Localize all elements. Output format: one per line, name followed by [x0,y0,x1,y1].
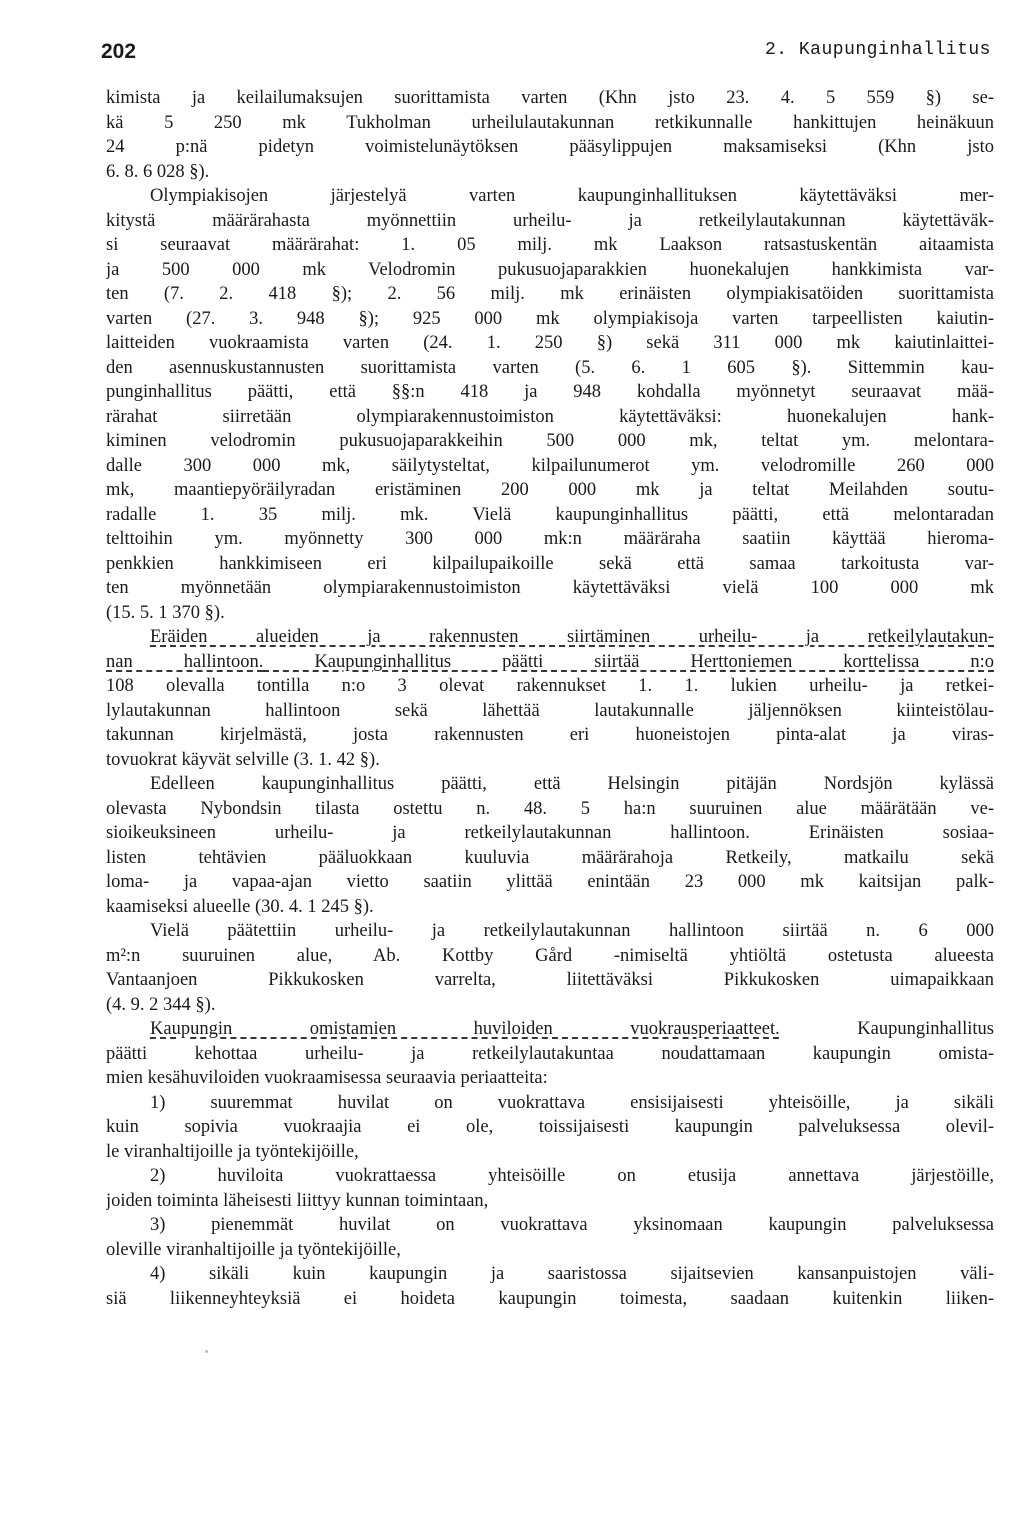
text-line: oleville viranhaltijoille ja työntekijöille, [106,1239,401,1260]
text-line: laitteiden vuokraamista varten (24. 1. 250 §) sekä 311 000 mk kaiutinlaittei- [106,333,994,353]
text-line: listen tehtävien pääluokkaan kuuluvia määrärahoja Retkeily, matkailu sekä [106,847,994,868]
text-line: kiminen velodromin pukusuojaparakkeihin 500 000 mk, teltat ym. melontara- [106,431,994,451]
text-line: loma- ja vapaa-ajan vietto saatiin ylittää enintään 23 000 mk kaitsijan palk- [106,872,994,892]
text-line: mk, maantiepyöräilyradan eristäminen 200 000 mk ja teltat Meilahden soutu- [106,480,994,500]
text-line: sioikeuksineen urheilu- ja retkeilylautakunnan hallintoon. Erinäisten sosiaa- [106,823,994,843]
text-line: penkkien hankkimiseen eri kilpailupaikoille sekä että samaa tarkoitusta var- [106,553,994,574]
text-line: Vielä päätettiin urheilu- ja retkeilylautakunnan hallintoon siirtää n. 6 000 [150,921,994,941]
list-item-line: 2) huviloita vuokrattaessa yhteisöille on etusija annettava järjestöille, [150,1166,994,1186]
text-line: tovuokrat käyvät selville (3. 1. 42 §). [106,749,380,770]
text-line: päätti kehottaa urheilu- ja retkeilylautakuntaa noudattamaan kaupungin omista- [106,1043,994,1064]
text-line: m²:n suuruinen alue, Ab. Kottby Gård -nimiseltä yhtiöltä ostetusta alueesta [106,945,994,966]
text-line: ja 500 000 mk Velodromin pukusuojaparakkien huonekalujen hankkimista var- [106,259,994,280]
text-line: Edelleen kaupunginhallitus päätti, että Helsingin pitäjän Nordsjön kylässä [150,774,994,794]
page-number: 202 [101,40,137,63]
text-line: kitystä määrärahasta myönnettiin urheilu- ja retkeilylautakunnan käytettäväk- [106,210,994,231]
text-line: punginhallitus päätti, että §§:n 418 ja 948 kohdalla myönnetyt seuraavat mää- [106,382,994,402]
list-item-line: 1) suuremmat huvilat on vuokrattava ensisijaisesti yhteisöille, ja sikäli [150,1092,994,1113]
section-heading-line [106,625,994,650]
text-line: 24 p:nä pidetyn voimistelunäytöksen pääsylippujen maksamiseksi (Khn jsto [106,137,994,157]
page-header [101,40,991,70]
text-line [106,1017,994,1042]
text-span: Kaupunginhallitus [779,1019,994,1039]
text-line: ten myönnetään olympiarakennustoimiston käytettäväksi vielä 100 000 mk [106,578,994,598]
section-heading: Kaupungin omistamien huviloiden vuokrausperiaatteet. [150,1019,780,1039]
text-line: si seuraavat määrärahat: 1. 05 milj. mk Laakson ratsastuskentän aitaamista [106,235,994,255]
text-line: dalle 300 000 mk, säilytysteltat, kilpailunumerot ym. velodromille 260 000 [106,455,994,476]
text-line: le viranhaltijoille ja työntekijöille, [106,1141,359,1162]
text-line: kaamiseksi alueelle (30. 4. 1 245 §). [106,896,374,917]
text-line: mien kesähuviloiden vuokraamisessa seuraavia periaatteita: [106,1068,548,1088]
text-line: ten (7. 2. 418 §); 2. 56 milj. mk erinäisten olympiakisatöiden suorittamista [106,284,994,304]
body-text [106,86,994,1311]
text-line: siä liikenneyhteyksiä ei hoideta kaupungin toimesta, saadaan kuitenkin liiken- [106,1288,994,1309]
running-head: 2. Kaupunginhallitus [764,40,991,60]
text-line: 108 olevalla tontilla n:o 3 olevat rakennukset 1. 1. lukien urheilu- ja retkei- [106,676,994,696]
text-line: kuin sopivia vuokraajia ei ole, toissijaisesti kaupungin palveluksessa olevil- [106,1117,994,1137]
text-line: takunnan kirjelmästä, josta rakennusten eri huoneistojen pinta-alat ja viras- [106,725,994,745]
scan-speck [205,1350,208,1353]
text-line: 6. 8. 6 028 §). [106,161,210,182]
text-line: lylautakunnan hallintoon sekä lähettää lautakunnalle jäljennöksen kiinteistölau- [106,700,994,721]
text-line: radalle 1. 35 milj. mk. Vielä kaupunginhallitus päätti, että melontaradan [106,504,994,525]
text-span: Kaupunginhallitus päätti siirtää Herttoniemen korttelissa n:o [263,651,994,672]
text-line: den asennuskustannusten suorittamista varten (5. 6. 1 605 §). Sittemmin kau- [106,357,994,378]
text-line: olevasta Nybondsin tilasta ostettu n. 48. 5 ha:n suuruinen alue määrätään ve- [106,798,994,819]
text-line: kimista ja keilailumaksujen suorittamista varten (Khn jsto 23. 4. 5 559 §) se- [106,88,994,108]
section-heading: Eräiden alueiden ja rakennusten siirtäminen urheilu- ja retkeilylautakun- [150,627,994,647]
text-line: (15. 5. 1 370 §). [106,602,225,623]
text-line: varten (27. 3. 948 §); 925 000 mk olympiakisoja varten tarpeellisten kaiutin- [106,308,994,329]
text-line: kä 5 250 mk Tukholman urheilulautakunnan retkikunnalle hankittujen heinäkuun [106,112,994,133]
text-line: Olympiakisojen järjestelyä varten kaupunginhallituksen käytettäväksi mer- [150,186,994,206]
text-line: rärahat siirretään olympiarakennustoimiston käytettäväksi: huonekalujen hank- [106,406,994,427]
text-line: joiden toiminta läheisesti liittyy kunnan toimintaan, [106,1190,489,1211]
list-item-line: 4) sikäli kuin kaupungin ja saaristossa sijaitsevien kansanpuistojen väli- [150,1264,994,1284]
text-line: Vantaanjoen Pikkukosken varrelta, liitettäväksi Pikkukosken uimapaikkaan [106,970,994,990]
list-item-line: 3) pienemmät huvilat on vuokrattava yksinomaan kaupungin palveluksessa [150,1215,994,1235]
text-line: telttoihin ym. myönnetty 300 000 mk:n määräraha saatiin käyttää hieroma- [106,529,994,549]
section-heading-cont: nan hallintoon. [106,651,264,672]
text-line [106,650,994,675]
text-line: (4. 9. 2 344 §). [106,994,216,1015]
